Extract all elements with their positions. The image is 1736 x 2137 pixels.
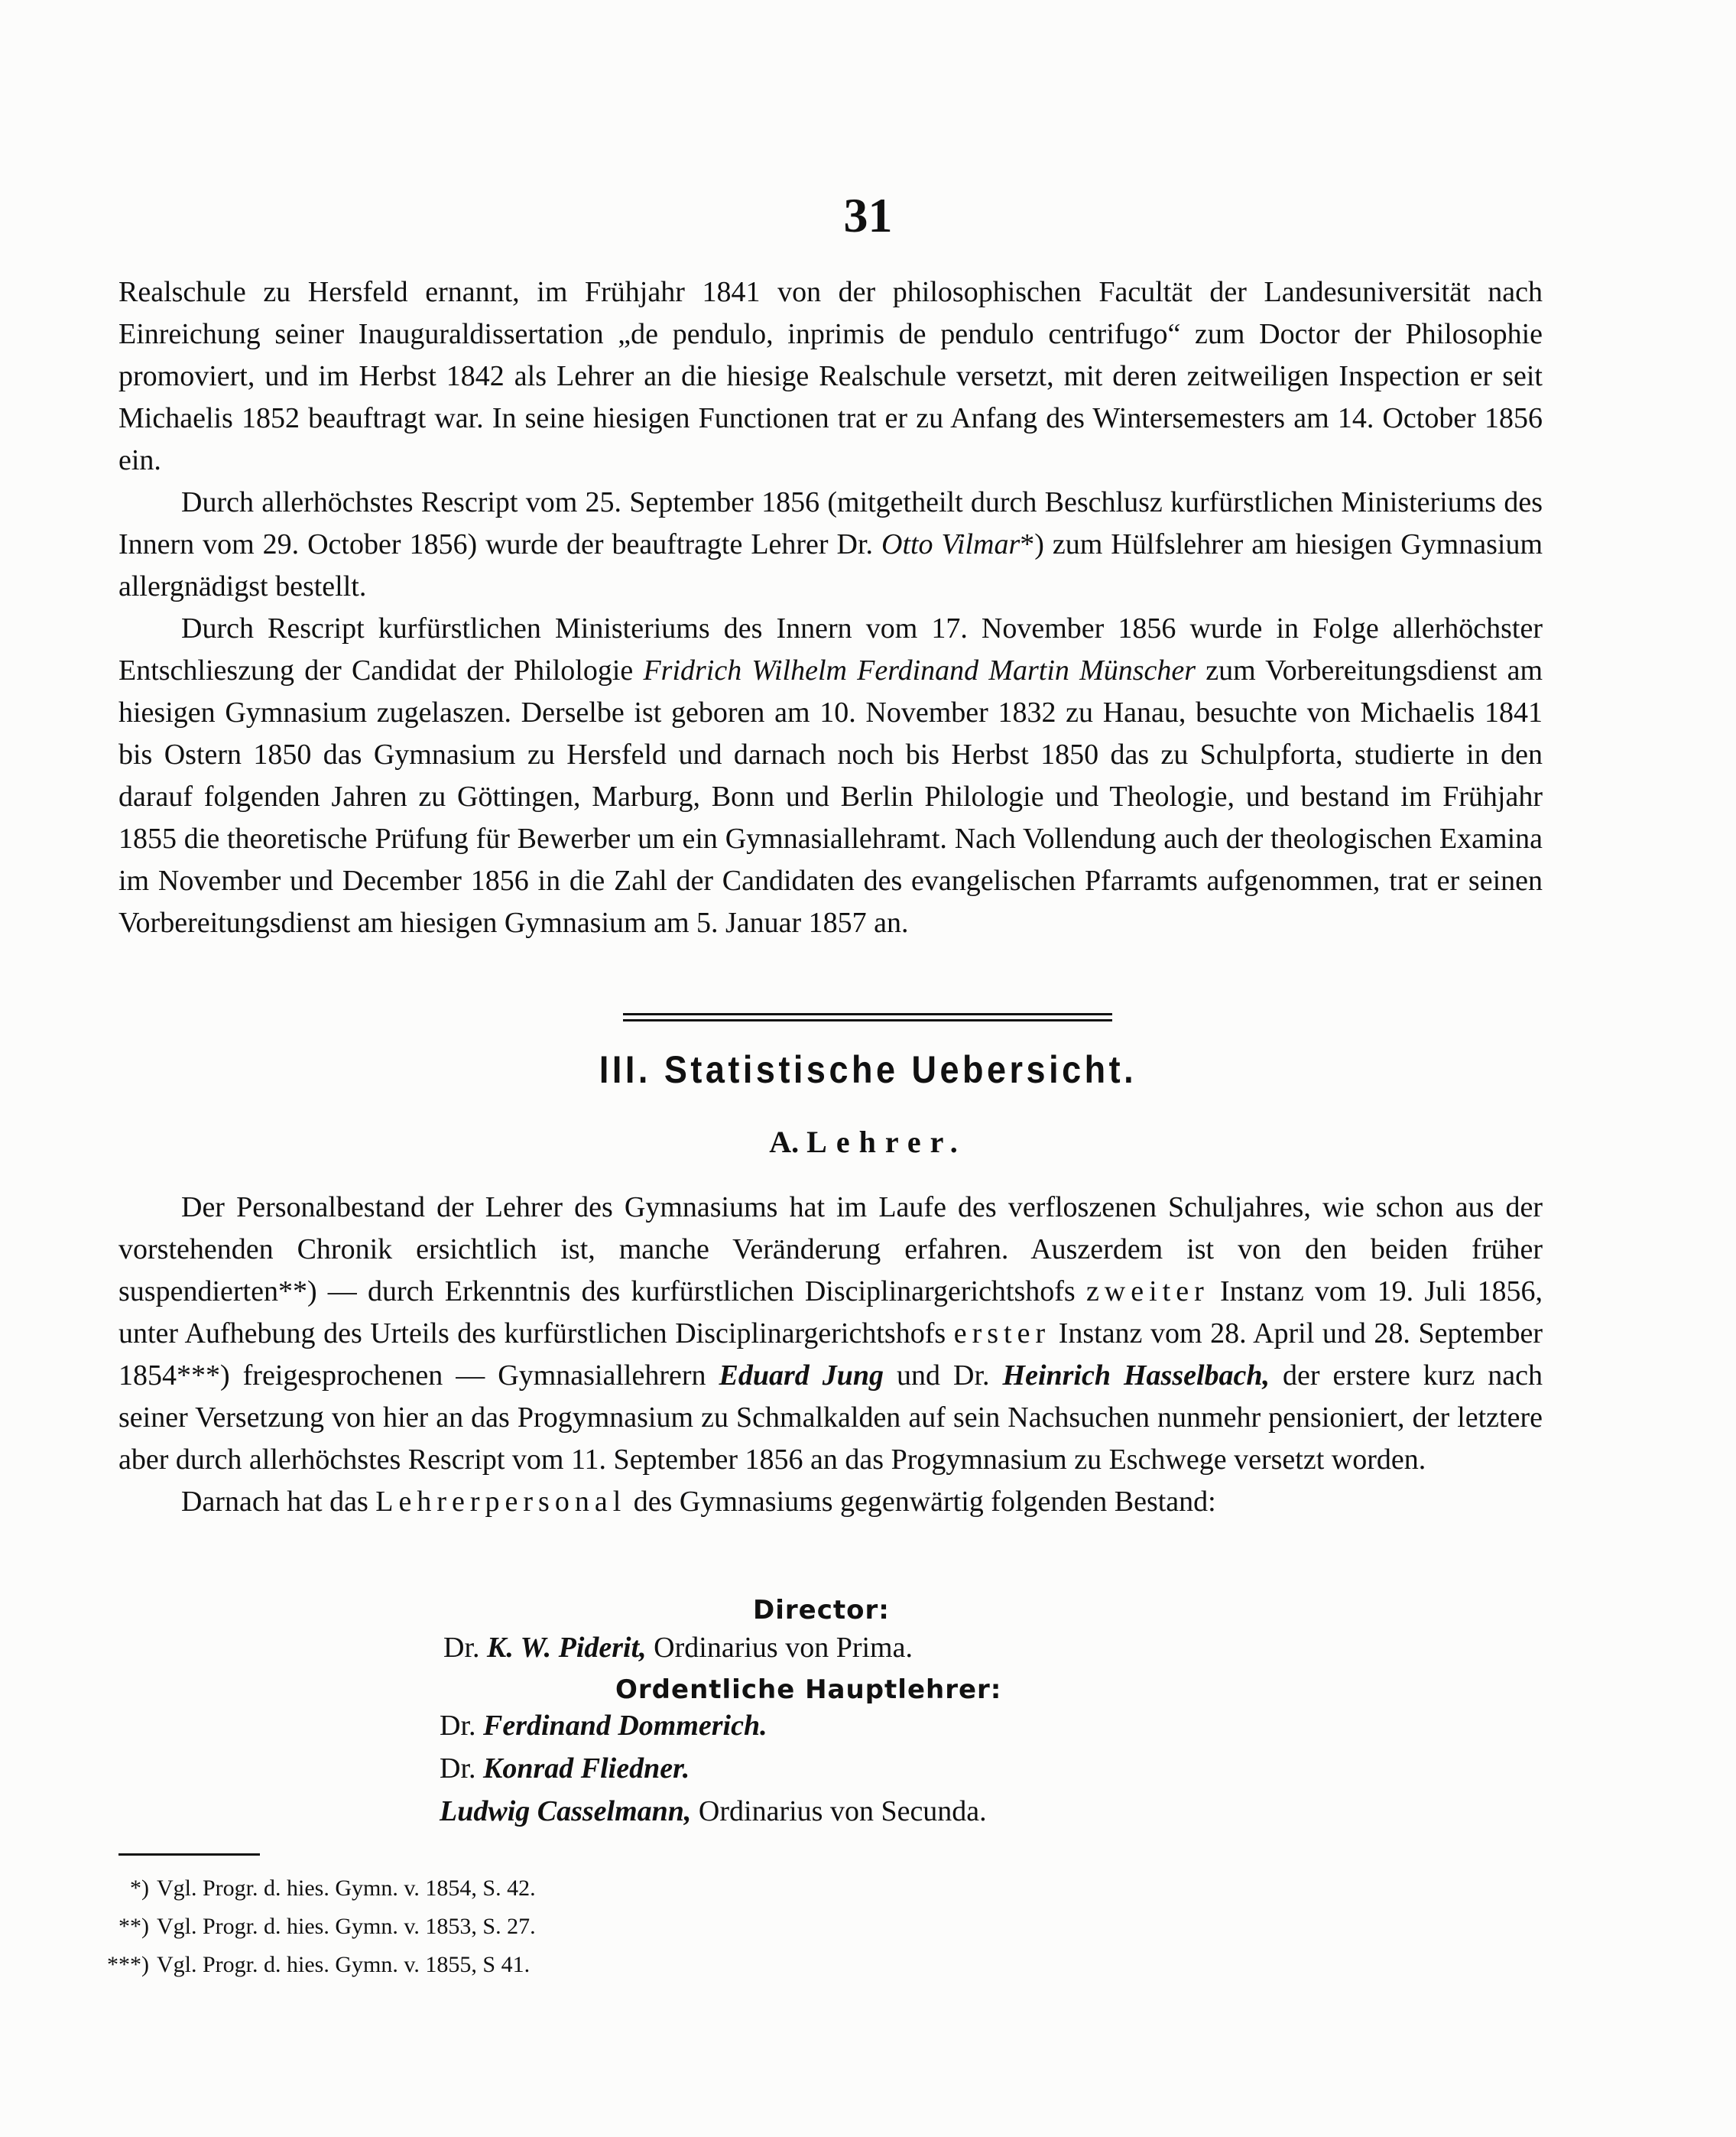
footnote-text: Vgl. Progr. d. hies. Gymn. v. 1855, S 41. <box>157 1952 531 1977</box>
director-title: Dr. <box>443 1632 480 1664</box>
chronik-paragraph-1: Realschule zu Hersfeld ernannt, im Frühjahr 1841 von der philosophischen Facultät der Landesuniversität nach Einreichung seiner Inauguraldissertation „de pendulo, inprimis de pendulo centrifugo“ zum Doctor der Philosophie promoviert, und im Herbst 1842 als Lehrer an die hiesige Realschule versetzt, mit deren zeitweiligen Inspection er seit Michaelis 1852 beauftragt war. In seine hiesigen Functionen trat er zu Anfang des Wintersemesters am 14. October 1856 ein. <box>118 276 1543 476</box>
spaced-word-erster: erster <box>953 1317 1051 1349</box>
chronik-p3-text-b: zum Vorbereitungsdienst am hiesigen Gymnasium zugelaszen. Derselbe ist geboren am 10. November 1832 zu Hanau, besuchte von Michaelis 1841 bis Ostern 1850 das Gymnasium zu Hersfeld und darnach noch bis Herbst 1850 das zu Schulpforta, studierte in den darauf folgenden Jahren zu Göttingen, Marburg, Bonn und Berlin Philologie und Theologie, und bestand im Frühjahr 1855 die theoretische Prüfung für Bewerber um ein Gymnasiallehramt. Nach Vollendung auch der theologischen Examina im November und December 1856 in die Zahl der Candidaten des evangelischen Pfarramts aufgenommen, trat er seinen Vorbereitungsdienst am hiesigen Gymnasium am 5. Januar 1857 an. <box>118 654 1543 939</box>
person-name-jung: Eduard Jung <box>719 1359 884 1392</box>
hauptlehrer-title: Dr. <box>440 1752 476 1785</box>
lehrer-p1-text-5: der erstere kurz nach seiner Versetzung von hier an das Progymnasium zu Schmalkalden auf sein Nachsuchen nunmehr pensioniert, der letztere aber durch allerhöchstes Rescript vom 11. September 1856 an das Progymnasium zu Eschwege versetzt worden. <box>118 1359 1543 1476</box>
director-entry <box>443 1629 913 1667</box>
chronik-p3-text-a: Durch Rescript kurfürstlichen Ministeriums des Innern vom 17. November 1856 wurde in Folge allerhöchster Entschlieszung der Candidat der Philologie <box>118 612 1543 687</box>
spaced-word-zweiter: zweiter <box>1085 1275 1209 1307</box>
person-name-vilmar: Otto Vilmar <box>881 528 1021 560</box>
footnote-marker: **) <box>118 1914 149 1939</box>
chronik-text <box>118 271 1543 944</box>
hauptlehrer-name: Ludwig Casselmann, <box>440 1795 692 1827</box>
footnote <box>76 1911 536 1942</box>
chronik-paragraph-3 <box>118 608 1543 944</box>
footnote-marker: *) <box>130 1876 149 1901</box>
person-name-hasselbach: Heinrich Hasselbach, <box>1002 1359 1270 1392</box>
lehrer-p2-text-1: Darnach hat das <box>181 1486 368 1518</box>
lehrer-p2-text-2: des Gymnasiums gegenwärtig folgenden Bestand: <box>633 1486 1216 1518</box>
lehrer-p1-text-1: Der Personalbestand der Lehrer des Gymnasiums hat im Laufe des verfloszenen Schuljahres, wie schon aus der vorstehenden Chronik ersichtlich ist, manche Veränderung erfahren. Auszerdem ist von den beiden früher suspendierten**) — durch Erkenntnis des kurfürstlichen Disciplinargerichtshofs <box>118 1191 1543 1307</box>
divider-line-bottom <box>623 1019 1112 1021</box>
director-name: K. W. Piderit, <box>487 1632 647 1664</box>
footnote-text: Vgl. Progr. d. hies. Gymn. v. 1854, S. 42. <box>157 1876 536 1901</box>
hauptlehrer-heading: Ordentliche Hauptlehrer: <box>615 1674 1002 1705</box>
subsection-prefix: A. <box>769 1125 800 1159</box>
lehrer-paragraph-2 <box>118 1481 1543 1523</box>
hauptlehrer-entry <box>440 1749 690 1788</box>
section-divider <box>623 1013 1112 1021</box>
subsection-word: Lehrer. <box>806 1125 967 1159</box>
chronik-paragraph-2 <box>118 482 1543 608</box>
lehrer-paragraph-1 <box>118 1187 1543 1481</box>
chronik-p2-text-a: Durch allerhöchstes Rescript vom 25. September 1856 (mitgetheilt durch Beschlusz kurfürstlichen Ministeriums des Innern vom 29. October 1856) wurde der beauftragte Lehrer Dr. <box>118 486 1543 560</box>
lehrer-p1-text-2: Instanz vom 19. Juli 1856, unter Aufhebung des Urteils des kurfürstlichen Disciplinargerichtshofs <box>118 1275 1543 1349</box>
page-number: 31 <box>843 188 893 242</box>
hauptlehrer-name: Ferdinand Dommerich. <box>483 1710 767 1742</box>
subsection-title <box>0 1124 1736 1160</box>
chronik-p2-text-b: *) zum Hülfslehrer am hiesigen Gymnasium allergnädigst bestellt. <box>118 528 1543 602</box>
lehrer-p1-text-3: Instanz vom 28. April und 28. September 1854***) freigesprochenen — Gymnasiallehrern <box>118 1317 1543 1392</box>
footnote <box>76 1950 530 1980</box>
section-title: III. Statistische Uebersicht. <box>599 1048 1137 1091</box>
director-heading: Director: <box>753 1595 890 1625</box>
footnote-text: Vgl. Progr. d. hies. Gymn. v. 1853, S. 27. <box>157 1914 536 1939</box>
hauptlehrer-entry <box>440 1792 987 1830</box>
hauptlehrer-title: Dr. <box>440 1710 476 1742</box>
lehrer-p1-text-4: und Dr. <box>897 1359 990 1392</box>
spaced-word-lehrerpersonal: Lehrerpersonal <box>375 1486 627 1518</box>
person-name-muenscher: Fridrich Wilhelm Ferdinand Martin Münscher <box>643 654 1196 687</box>
director-role: Ordinarius von Prima. <box>654 1632 913 1664</box>
hauptlehrer-role: Ordinarius von Secunda. <box>698 1795 987 1827</box>
hauptlehrer-entry <box>440 1707 767 1745</box>
lehrer-text <box>118 1187 1543 1523</box>
divider-line-top <box>623 1013 1112 1015</box>
footnote <box>76 1873 536 1904</box>
footnote-marker: ***) <box>107 1952 149 1977</box>
footnote-rule <box>118 1853 260 1856</box>
hauptlehrer-name: Konrad Fliedner. <box>483 1752 690 1785</box>
